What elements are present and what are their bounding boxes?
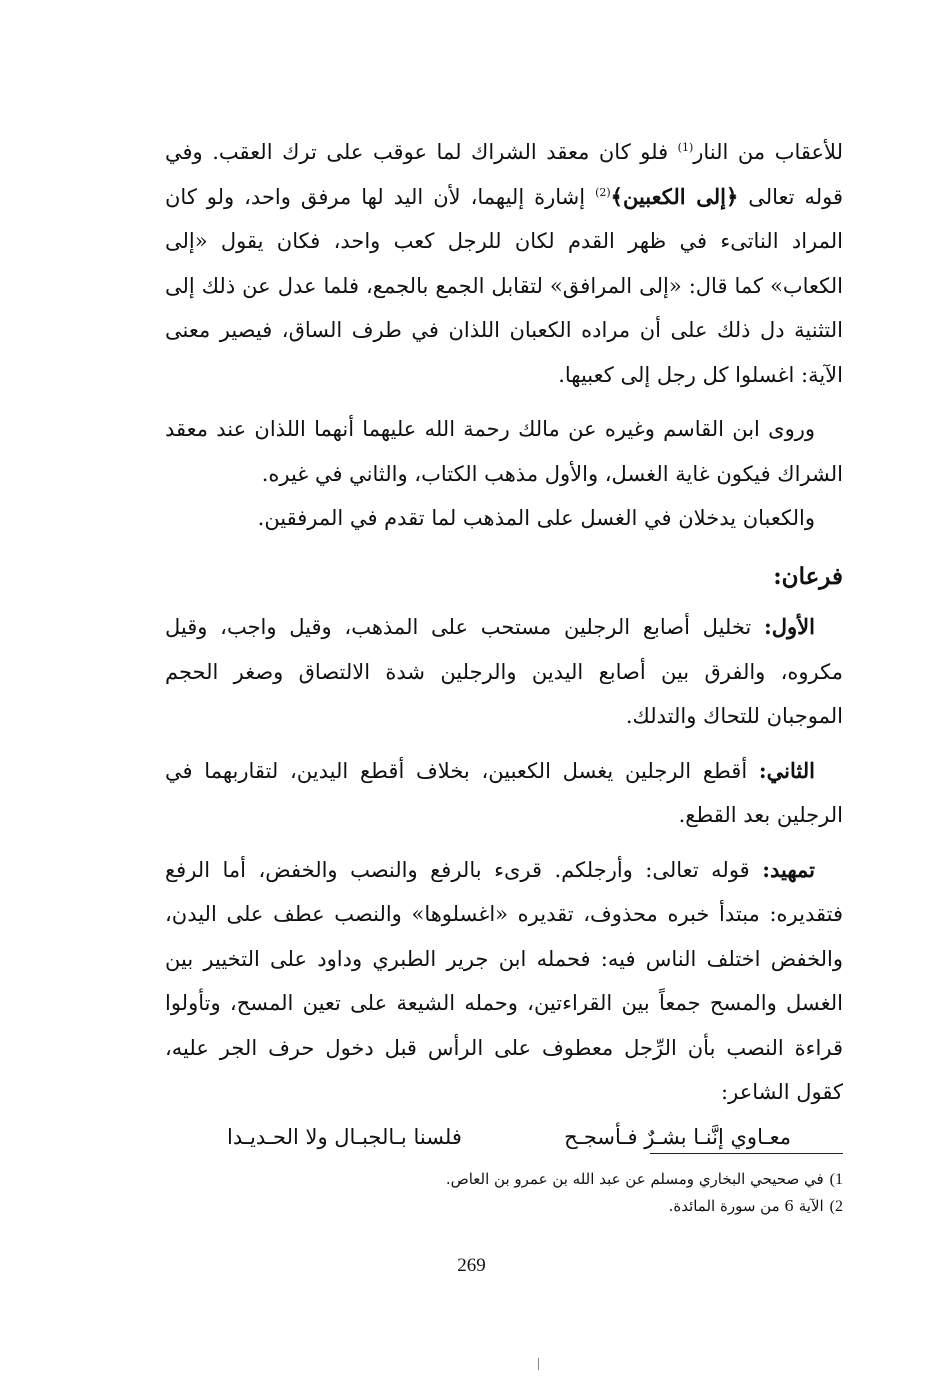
second-branch-label: الثاني: <box>758 757 815 783</box>
verse-first-hemistich: معـاوي إنَّنـا بشـرٌ فـأسجـح <box>564 1124 791 1149</box>
verse-second-hemistich: فلسنا بـالجبـال ولا الحـديـدا <box>227 1124 462 1149</box>
paragraph-first-branch: الأول: تخليل أصابع الرجلين مستحب على المذهب، وقيل واجب، وقيل مكروه، والفرق بين أصابع اليدين والرجلين شدة الالتصاق وصغر الحجم الموجبان للتحاك والتدلك. <box>165 614 843 728</box>
page-number: 269 <box>457 1255 486 1276</box>
first-branch-label: الأول: <box>764 614 815 639</box>
section-heading: فرعان: <box>773 562 843 590</box>
quran-quote: ﴿إلى الكعبين﴾ <box>610 183 739 209</box>
footnote-ref-2[interactable]: (2) <box>595 185 611 199</box>
paragraph-introduction: تمهيد: قوله تعالى: وأرجلكم. قرىء بالرفع والنصب والخفض، أما الرفع فتقديره: مبتدأ خبره محذوف، تقديره «اغسلوها» والنصب عطف على اليدن، والخفض اختلف الناس فيه: فحمله ابن جرير الطبري وداود على التخيير بين الغسل والمسح جمعاً بين القراءتين، وحمله الشيعة على تعين المسح، وتأولوا قراءة النصب بأن الرِّجل معطوف على الرأس قبل دخول حرف الجر عليه، كقول الشاعر: <box>165 856 843 1104</box>
scan-mark <box>538 1358 539 1370</box>
footnote-number: 2) <box>829 1198 843 1215</box>
footnote-2: 2)الآية 6 من سورة المائدة. <box>668 1197 843 1215</box>
paragraph-2: وروى ابن القاسم وغيره عن مالك رحمة الله عليهما أنهما اللذان عند معقد الشراك فيكون غاية الغسل، والأول مذهب الكتاب، والثاني في غيره. <box>165 417 843 486</box>
body-text <box>165 130 843 1159</box>
paragraph-1: للأعقاب من النار$^{(1)}$ فلو كان معقد الشراك لما عوقب على ترك العقب. وفي قوله تعالى ﴿إلى الكعبين﴾$^{(2)}$ إشارة إليهما، لأن اليد لها مرفق واحد، ولو كان المراد الناتىء في ظهر القدم لكان للرجل كعب واحد، فكان يقول «إلى الكعاب» كما قال: «إلى المرافق» لتقابل الجمع بالجمع، فلما عدل عن ذلك إلى التثنية دل ذلك على أن مراده الكعبان اللذان في طرف الساق، فيصير معنى الآية: اغسلوا كل رجل إلى كعبيها. <box>165 140 844 387</box>
footnote-number: 1) <box>829 1171 843 1188</box>
footnotes <box>283 1166 843 1220</box>
footnote-separator <box>650 1153 843 1154</box>
introduction-label: تمهيد: <box>762 856 815 882</box>
paragraph-second-branch: الثاني: أقطع الرجلين يغسل الكعبين، بخلاف أقطع اليدين، لتقاربهما في الرجلين بعد القطع. <box>165 757 843 827</box>
footnote-ref-1[interactable]: (1) <box>677 141 694 154</box>
footnote-1: 1)في صحيحي البخاري ومسلم عن عبد الله بن عمرو بن العاص. <box>445 1170 843 1188</box>
paragraph-3: والكعبان يدخلان في الغسل على المذهب لما تقدم في المرفقين. <box>257 506 815 530</box>
